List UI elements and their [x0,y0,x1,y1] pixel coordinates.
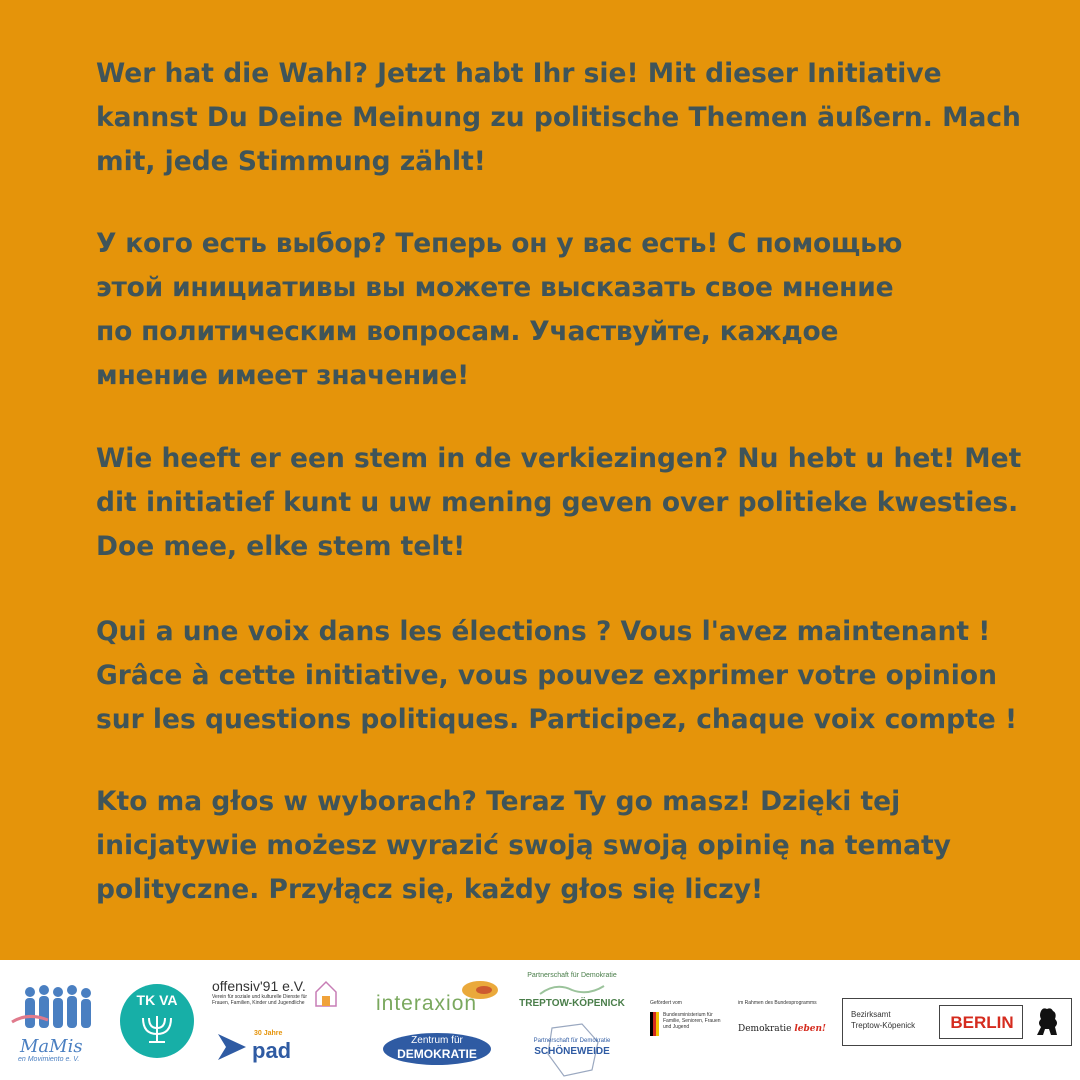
pad-arrow-icon [216,1030,248,1064]
paragraph-line: Wie heeft er een stem in de verkiezingen? Nu hebt u het! Met [96,443,1022,474]
offensiv91-subtitle: Verein für soziale und kulturelle Dienste für Frauen, Familien, Kinder und Jugendliche [212,994,308,1006]
paragraph-line: этой инициативы вы можете высказать свое мнение [96,272,894,303]
paragraph-line: mit, jede Stimmung zählt! [96,146,486,177]
tkva-logo [120,984,194,1058]
paragraph-line: Grâce à cette initiative, vous pouvez exprimer votre opinion [96,660,997,691]
bmfsfj-logo [650,1000,728,1050]
mamis-name: MaMis [20,1036,83,1057]
paragraph-line: sur les questions politiques. Participez, chaque voix compte ! [96,704,1018,735]
pfd-tk-map-icon [536,980,608,998]
bmfsfj-text: Bundesministerium für Familie, Senioren, Frauen und Jugend [663,1012,721,1030]
paragraph-line: Wer hat die Wahl? Jetzt habt Ihr sie! Mit dieser Initiative [96,58,942,89]
mamis-logo [8,982,108,1072]
berlin-bear-icon [1033,1005,1063,1039]
paragraph-line: мнение имеет значение! [96,360,470,391]
tkva-name: TK VA [136,992,178,1008]
zentrum-demokratie-logo [382,1032,492,1066]
paragraph-line: по политическим вопросам. Участвуйте, каждое [96,316,839,347]
pad-logo [216,1030,306,1070]
offensiv91-name: offensiv'91 e.V. [212,978,306,994]
paragraph-line: kannst Du Deine Meinung zu politische Themen äußern. Mach [96,102,1021,133]
zentrum-line1: Zentrum für [411,1035,463,1046]
german-flag-icon [650,1012,660,1036]
berlin-city: BERLIN [950,1013,1014,1032]
paragraph-polish [96,780,996,912]
pfd-sw-top: Partnerschaft für Demokratie [533,1038,611,1044]
paragraph-dutch [96,437,1022,569]
demokratie-leben-logo [738,1000,824,1050]
pfd-sw-name: SCHÖNEWEIDE [534,1046,610,1057]
bmfsfj-top: Gefördert vom [650,1000,682,1006]
demokratie-leben-top: im Rahmen des Bundesprogramms [738,1000,817,1006]
pad-badge: 30 Jahre [254,1030,283,1037]
demokratie-leben-wordmark [738,1024,826,1034]
interaxion-name: interaxion [376,992,478,1015]
paragraph-french [96,610,1018,742]
pfd-treptow-koepenick-logo [516,970,628,1014]
pfd-schoeneweide-logo [522,1022,622,1078]
bezirksamt-line2: Treptow-Köpenick [851,1021,916,1030]
berlin-box [939,1005,1023,1039]
house-icon [312,978,340,1010]
bezirksamt-berlin-logo [842,998,1072,1046]
pfd-tk-top: Partnerschaft für Demokratie [527,972,617,979]
paragraph-line: Qui a une voix dans les élections ? Vous l'avez maintenant ! [96,616,991,647]
people-icon [8,982,108,1034]
interaxion-logo [376,978,500,1018]
paragraph-line: polityczne. Przyłącz się, każdy głos się liczy! [96,874,764,905]
leben-word: leben! [794,1024,826,1034]
zentrum-line2: DEMOKRATIE [397,1047,477,1061]
menorah-icon [137,1012,177,1048]
demokratie-word: Demokratie [738,1024,792,1034]
partner-logos-strip [0,960,1080,1080]
paragraph-line: dit initiatief kunt u uw mening geven over politieke kwesties. [96,487,1019,518]
paragraph-line: У кого есть выбор? Теперь он у вас есть! С помощью [96,228,903,259]
paragraph-russian [96,222,996,398]
mamis-subtitle: en Movimiento e. V. [18,1056,80,1063]
pfd-tk-name: TREPTOW-KÖPENICK [519,998,625,1009]
paragraph-line: Kto ma głos w wyborach? Teraz Ty go masz! Dzięki tej [96,786,901,817]
paragraph-line: inicjatywie możesz wyrazić swoją swoją opinię na tematy [96,830,951,861]
paragraph-german [96,52,1021,184]
pad-name: pad [252,1038,292,1063]
bezirksamt-line1: Bezirksamt [851,1010,891,1019]
paragraph-line: Doe mee, elke stem telt! [96,531,466,562]
offensiv91-logo [212,978,342,1018]
